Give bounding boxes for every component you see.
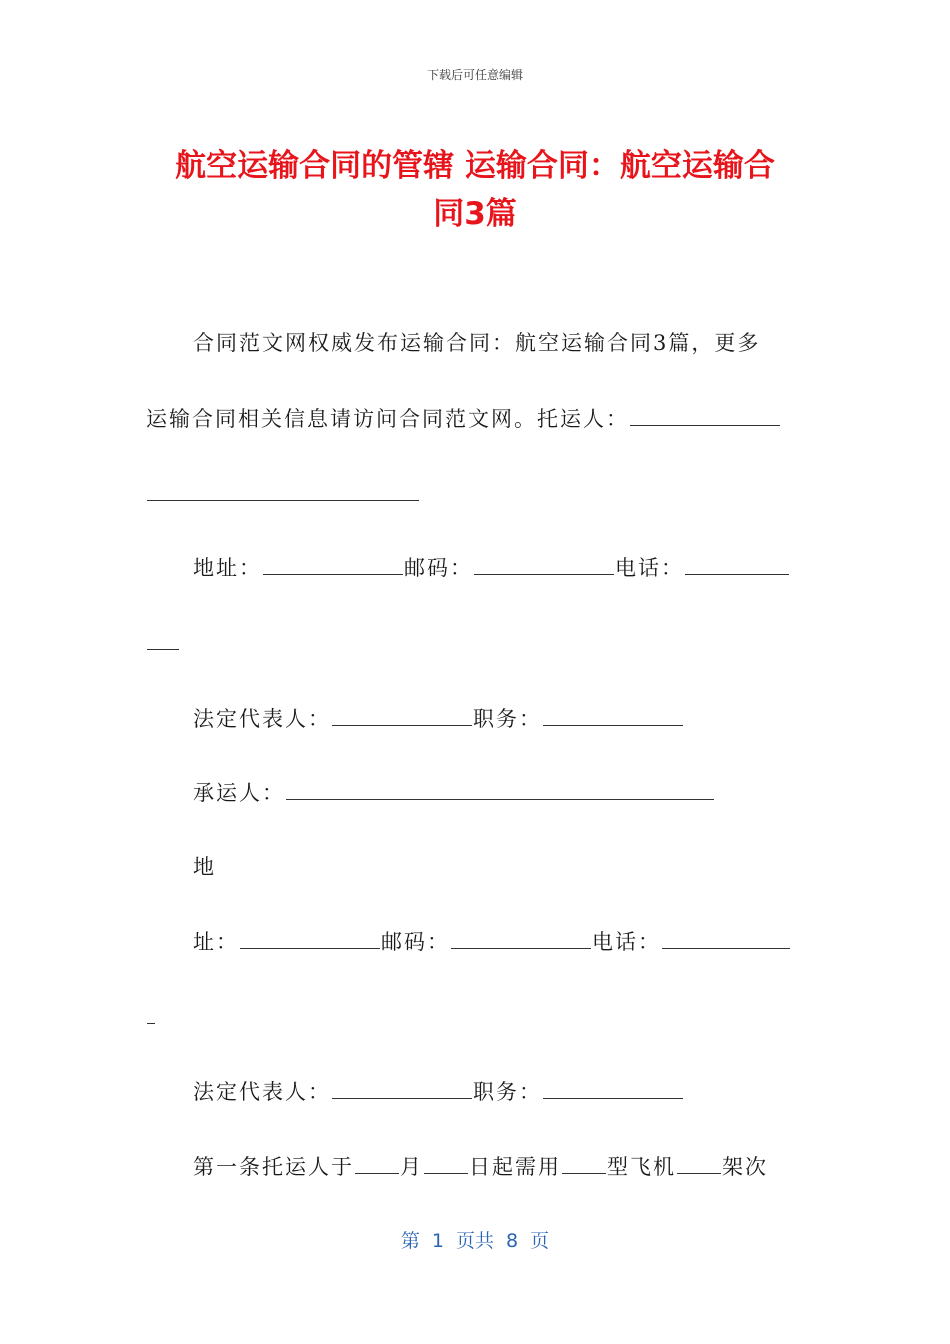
carrier-postcode-label: 邮码： xyxy=(381,930,450,954)
footer-page-number: 1 xyxy=(431,1230,444,1252)
position-label: 职务： xyxy=(473,707,542,731)
month-label: 月 xyxy=(400,1155,423,1179)
footer-page-suffix: 页 xyxy=(530,1230,550,1252)
title-line-2: 同3篇 xyxy=(433,196,517,232)
aircraft-type-blank[interactable] xyxy=(562,1151,606,1174)
title-line-1: 航空运输合同的管辖 运输合同：航空运输合 xyxy=(175,148,775,184)
shipper-blank-line xyxy=(146,478,806,508)
shipper-legal-line xyxy=(193,703,806,733)
carrier-legal-line xyxy=(193,1076,806,1106)
carrier-legal-rep-label: 法定代表人： xyxy=(193,1080,331,1104)
carrier-line xyxy=(193,777,806,807)
sorties-blank[interactable] xyxy=(677,1151,721,1174)
document-title xyxy=(140,142,810,238)
month-blank[interactable] xyxy=(355,1151,399,1174)
carrier-position-blank[interactable] xyxy=(543,1076,683,1099)
carrier-address-line xyxy=(193,926,806,956)
shipper-blank[interactable] xyxy=(630,403,780,426)
legal-rep-blank[interactable] xyxy=(332,703,472,726)
carrier-phone-blank-line xyxy=(146,1001,806,1031)
intro-line-2 xyxy=(146,403,806,433)
carrier-position-label: 职务： xyxy=(473,1080,542,1104)
footer-page-prefix: 第 xyxy=(400,1230,420,1252)
footer-total-pages: 8 xyxy=(506,1230,519,1252)
carrier-postcode-blank[interactable] xyxy=(451,926,591,949)
aircraft-label: 型飞机 xyxy=(607,1155,676,1179)
carrier-legal-rep-blank[interactable] xyxy=(332,1076,472,1099)
address-label-2: 址： xyxy=(193,930,239,954)
position-blank[interactable] xyxy=(543,703,683,726)
address-blank[interactable] xyxy=(263,552,403,575)
shipper-address-line xyxy=(193,552,806,582)
address-char: 地 xyxy=(193,855,216,879)
shipper-blank-cont[interactable] xyxy=(147,478,419,501)
page-footer xyxy=(0,1226,950,1253)
sorties-label: 架次 xyxy=(722,1155,768,1179)
legal-rep-label: 法定代表人： xyxy=(193,707,331,731)
header-note: 下载后可任意编辑 xyxy=(426,68,523,82)
intro-text-1: 合同范文网权威发布运输合同：航空运输合同3篇，更多 xyxy=(193,331,761,355)
phone-label: 电话： xyxy=(615,556,684,580)
day-from-label: 日起需用 xyxy=(469,1155,561,1179)
article-1-line xyxy=(193,1151,806,1181)
phone-blank-cont[interactable] xyxy=(147,627,179,650)
article-1-prefix: 第一条托运人于 xyxy=(193,1155,354,1179)
carrier-label: 承运人： xyxy=(193,781,285,805)
carrier-phone-label: 电话： xyxy=(592,930,661,954)
phone-blank-line xyxy=(146,627,806,657)
postcode-blank[interactable] xyxy=(474,552,614,575)
carrier-phone-blank[interactable] xyxy=(662,926,790,949)
phone-blank[interactable] xyxy=(685,552,789,575)
intro-text-2: 运输合同相关信息请访问合同范文网。托运人： xyxy=(146,407,629,431)
address-label: 地址： xyxy=(193,556,262,580)
carrier-phone-blank-cont[interactable] xyxy=(147,1001,155,1024)
footer-page-mid: 页共 xyxy=(455,1230,494,1252)
day-blank[interactable] xyxy=(424,1151,468,1174)
postcode-label: 邮码： xyxy=(404,556,473,580)
carrier-address-blank[interactable] xyxy=(240,926,380,949)
carrier-address-char-line xyxy=(193,852,806,882)
intro-line-1 xyxy=(193,328,806,358)
carrier-blank[interactable] xyxy=(286,777,714,800)
